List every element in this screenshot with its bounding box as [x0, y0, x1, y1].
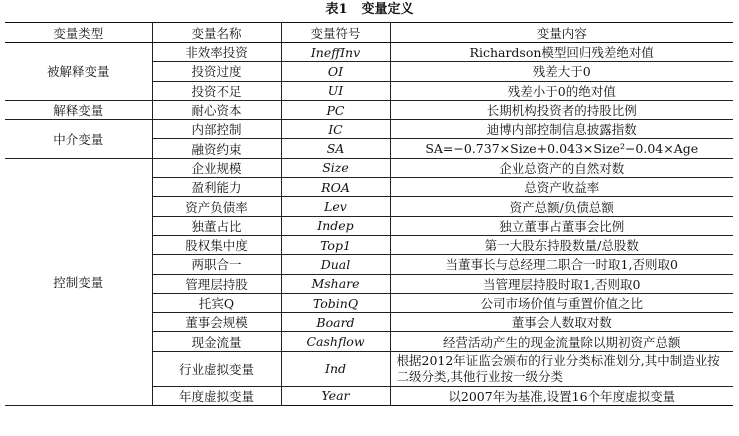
caption-label: 表1 [325, 2, 348, 17]
variable-symbol-cell: Lev [281, 197, 390, 216]
variable-name-cell: 盈利能力 [152, 178, 281, 197]
variable-definition-table [5, 22, 733, 406]
variable-symbol-cell: PC [281, 100, 390, 119]
variable-symbol-cell: Indep [281, 216, 390, 235]
variable-type-cell: 控制变量 [5, 158, 152, 405]
variable-content-cell: 迪博内部控制信息披露指数 [390, 120, 733, 139]
header-cell: 变量内容 [390, 23, 733, 43]
variable-name-cell: 融资约束 [152, 139, 281, 158]
variable-symbol-cell: ROA [281, 178, 390, 197]
variable-name-cell: 现金流量 [152, 332, 281, 351]
variable-symbol-cell: SA [281, 139, 390, 158]
variable-name-cell: 投资过度 [152, 62, 281, 81]
table-row [5, 158, 733, 177]
variable-name-cell: 股权集中度 [152, 235, 281, 254]
variable-name-cell: 耐心资本 [152, 100, 281, 119]
variable-symbol-cell: Top1 [281, 235, 390, 254]
table-caption [0, 0, 739, 20]
variable-symbol-cell: IC [281, 120, 390, 139]
variable-name-cell: 董事会规模 [152, 313, 281, 332]
variable-name-cell: 投资不足 [152, 81, 281, 100]
caption-title: 变量定义 [361, 2, 414, 17]
table-row [5, 43, 733, 62]
variable-type-cell: 中介变量 [5, 120, 152, 159]
variable-name-cell: 企业规模 [152, 158, 281, 177]
variable-content-cell: 经营活动产生的现金流量除以期初资产总额 [390, 332, 733, 351]
variable-content-cell: Richardson模型回归残差绝对值 [390, 43, 733, 62]
variable-content-cell: 残差大于0 [390, 62, 733, 81]
variable-content-cell: 第一大股东持股数量/总股数 [390, 235, 733, 254]
variable-content-cell: 董事会人数取对数 [390, 313, 733, 332]
table-row [5, 100, 733, 119]
variable-content-cell: 长期机构投资者的持股比例 [390, 100, 733, 119]
variable-content-cell: 资产总额/负债总额 [390, 197, 733, 216]
variable-symbol-cell: Dual [281, 255, 390, 274]
variable-symbol-cell: TobinQ [281, 293, 390, 312]
variable-symbol-cell: Cashflow [281, 332, 390, 351]
variable-content-cell: 根据2012年证监会颁布的行业分类标准划分,其中制造业按二级分类,其他行业按一级分类 [390, 351, 733, 386]
variable-symbol-cell: Board [281, 313, 390, 332]
variable-name-cell: 两职合一 [152, 255, 281, 274]
variable-symbol-cell: Mshare [281, 274, 390, 293]
variable-content-cell: 当董事长与总经理二职合一时取1,否则取0 [390, 255, 733, 274]
variable-symbol-cell: Size [281, 158, 390, 177]
header-cell: 变量类型 [5, 23, 152, 43]
variable-symbol-cell: UI [281, 81, 390, 100]
variable-symbol-cell: OI [281, 62, 390, 81]
variable-name-cell: 资产负债率 [152, 197, 281, 216]
variable-content-cell: 当管理层持股时取1,否则取0 [390, 274, 733, 293]
variable-content-cell: 以2007年为基准,设置16个年度虚拟变量 [390, 386, 733, 405]
variable-content-cell: 企业总资产的自然对数 [390, 158, 733, 177]
variable-symbol-cell: Ind [281, 351, 390, 386]
variable-type-cell: 被解释变量 [5, 43, 152, 101]
header-row [5, 23, 733, 43]
variable-name-cell: 行业虚拟变量 [152, 351, 281, 386]
variable-content-cell: 残差小于0的绝对值 [390, 81, 733, 100]
variable-name-cell: 内部控制 [152, 120, 281, 139]
variable-name-cell: 托宾Q [152, 293, 281, 312]
header-cell: 变量符号 [281, 23, 390, 43]
table-row [5, 120, 733, 139]
variable-name-cell: 管理层持股 [152, 274, 281, 293]
variable-type-cell: 解释变量 [5, 100, 152, 119]
variable-name-cell: 非效率投资 [152, 43, 281, 62]
variable-name-cell: 年度虚拟变量 [152, 386, 281, 405]
header-cell: 变量名称 [152, 23, 281, 43]
variable-name-cell: 独董占比 [152, 216, 281, 235]
variable-symbol-cell: IneffInv [281, 43, 390, 62]
variable-content-cell: SA=−0.737×Size+0.043×Size²−0.04×Age [390, 139, 733, 158]
variable-content-cell: 独立董事占董事会比例 [390, 216, 733, 235]
variable-symbol-cell: Year [281, 386, 390, 405]
variable-content-cell: 总资产收益率 [390, 178, 733, 197]
variable-content-cell: 公司市场价值与重置价值之比 [390, 293, 733, 312]
